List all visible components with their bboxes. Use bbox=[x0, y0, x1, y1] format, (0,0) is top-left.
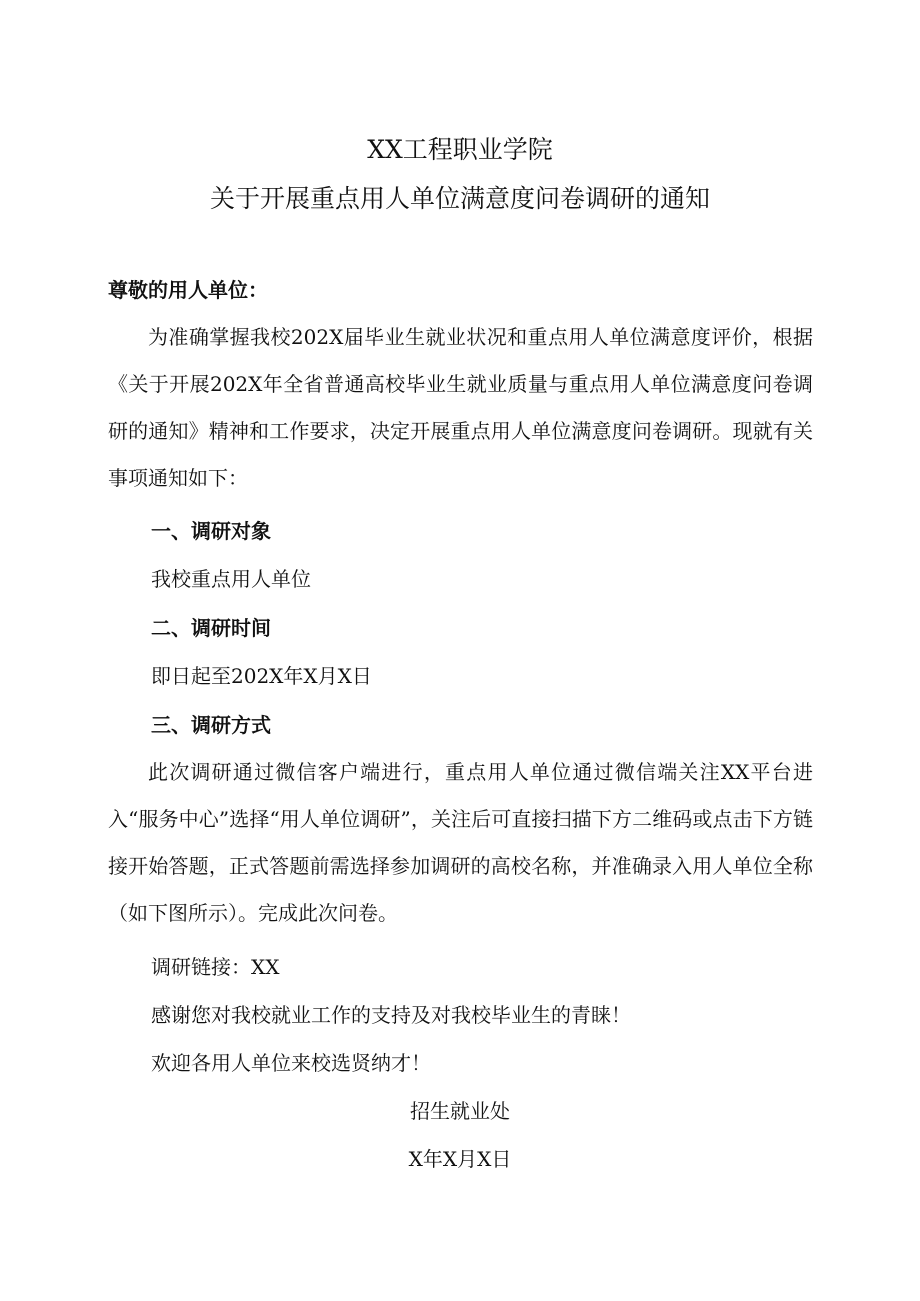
document-title-school: XX工程职业学院 bbox=[367, 135, 553, 164]
section-heading-method: 三、调研方式 bbox=[151, 713, 271, 737]
section-body-target: 我校重点用人单位 bbox=[151, 567, 311, 591]
section-heading-target: 一、调研对象 bbox=[151, 519, 271, 543]
welcome-line: 欢迎各用人单位来校选贤纳才！ bbox=[151, 1051, 431, 1075]
signature-department: 招生就业处 bbox=[410, 1099, 510, 1123]
thanks-line: 感谢您对我校就业工作的支持及对我校毕业生的青睐！ bbox=[151, 1003, 631, 1027]
intro-paragraph: 为准确掌握我校202X届毕业生就业状况和重点用人单位满意度评价，根据《关于开展202X年全省普通高校毕业生就业质量与重点用人单位满意度问卷调研的通知》精神和工作要求，决定开展重点用人单位满意度问卷调研。现就有关事项通知如下： bbox=[108, 325, 813, 490]
section-heading-time: 二、调研时间 bbox=[151, 616, 271, 640]
section-body-time: 即日起至202X年X月X日 bbox=[151, 664, 372, 688]
section-body-method: 此次调研通过微信客户端进行，重点用人单位通过微信端关注XX平台进入“服务中心”选择“用人单位调研”，关注后可直接扫描下方二维码或点击下方链接开始答题，正式答题前需选择参加调研的高校名称，并准确录入用人单位全称（如下图所示）。完成此次问卷。 bbox=[108, 760, 813, 925]
signature-date: X年X月X日 bbox=[408, 1147, 512, 1171]
survey-link-line: 调研链接：XX bbox=[151, 955, 280, 979]
salutation: 尊敬的用人单位： bbox=[108, 278, 268, 302]
document-title-notice: 关于开展重点用人单位满意度问卷调研的通知 bbox=[209, 184, 710, 213]
